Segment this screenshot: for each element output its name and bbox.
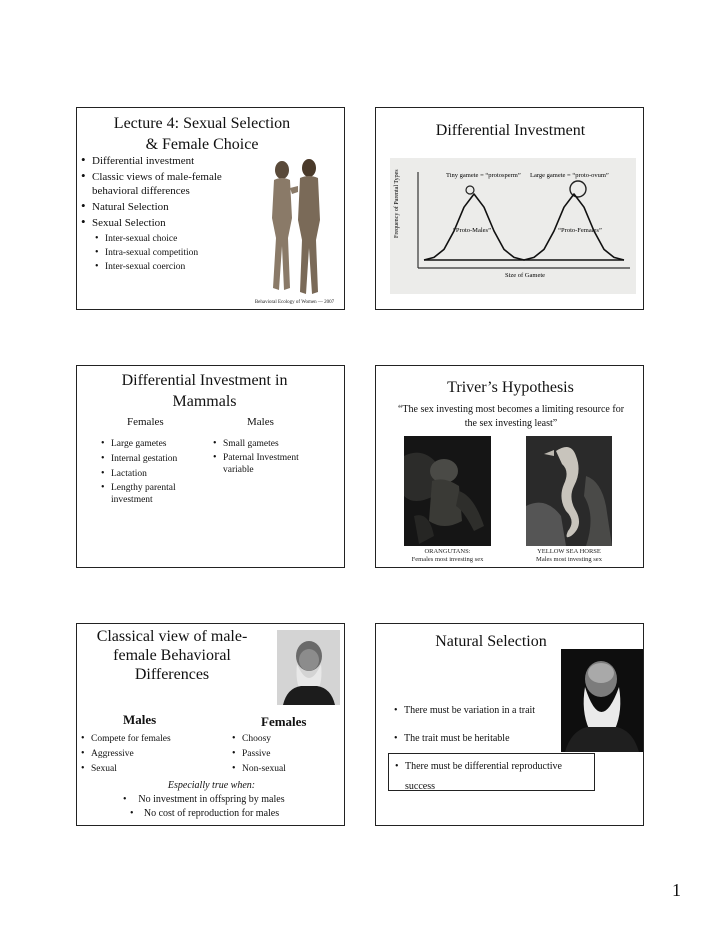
couple-photo xyxy=(252,158,337,298)
slide-2 xyxy=(375,107,644,310)
sub-bullet: • Inter-sexual choice xyxy=(95,232,231,246)
slide-6-title: Natural Selection xyxy=(435,633,547,650)
orangutan-photo xyxy=(404,436,491,546)
col-header-females: Females xyxy=(127,416,164,428)
sub-bullet: • Intra-sexual competition xyxy=(95,246,231,260)
bullet: • The trait must be heritable xyxy=(394,732,594,746)
list-item: • Compete for females xyxy=(81,732,211,746)
slide-3 xyxy=(76,365,345,568)
slide-5-title: Classical view of male-female Behavioral Differences xyxy=(96,628,248,683)
list-item: • Paternal Investment variable xyxy=(213,452,313,476)
annotation-proto-ovum: Large gamete = “proto-ovum” xyxy=(530,172,609,179)
highlight-box xyxy=(388,753,595,791)
slide-1 xyxy=(76,107,345,310)
males-traits xyxy=(81,732,211,776)
slide-6-bullet-2 xyxy=(394,732,594,746)
especially-label: Especially true when: xyxy=(167,780,256,791)
x-axis-label: Size of Gamete xyxy=(504,272,546,279)
list-item: • Non-sexual xyxy=(232,762,342,776)
series-label-proto-males: “Proto-Males” xyxy=(453,227,491,234)
bullet: • There must be variation in a trait xyxy=(394,704,604,718)
slide-4-quote: “The sex investing most becomes a limiting resource for the sex investing least” xyxy=(397,404,625,429)
slide-1-title: Lecture 4: Sexual Selection & Female Choice xyxy=(113,115,291,153)
slide-2-title: Differential Investment xyxy=(435,122,586,139)
slide-4-title: Triver’s Hypothesis xyxy=(447,379,574,396)
large-gamete-circle xyxy=(570,181,586,197)
list-item: • Lengthy parental investment xyxy=(101,482,191,506)
sub-bullet: • Inter-sexual coercion xyxy=(95,260,231,274)
bullet: • Sexual Selection xyxy=(81,216,231,230)
slide-4 xyxy=(375,365,644,568)
slide-3-title: Differential Investment in Mammals xyxy=(121,372,288,410)
list-item: • Choosy xyxy=(232,732,342,746)
bullet: • Natural Selection xyxy=(81,200,231,214)
males-list xyxy=(213,437,313,476)
condition-bullet: • xyxy=(130,808,134,819)
bullet: • There must be differential reproductive success xyxy=(395,757,588,797)
females-traits xyxy=(232,732,342,776)
list-item: • Small gametes xyxy=(213,437,313,451)
y-axis-label: Frequency of Parental Types xyxy=(394,169,400,238)
list-item: • Internal gestation xyxy=(101,452,211,466)
list-item: • Aggressive xyxy=(81,747,211,761)
slide-6-bullets xyxy=(394,704,604,718)
slide-1-bullets xyxy=(81,154,231,274)
annotation-protosperm: Tiny gamete = “protosperm” xyxy=(446,172,521,179)
seahorse-caption-2: Males most investing sex xyxy=(536,556,602,563)
condition-bullet: • xyxy=(123,794,127,805)
small-gamete-circle xyxy=(466,186,474,194)
slide-1-footer: Behavioral Ecology of Women — 2007 xyxy=(254,300,335,305)
orangutan-caption-2: Females most investing sex xyxy=(411,556,484,563)
condition-2: No cost of reproduction for males xyxy=(143,808,280,819)
seahorse-photo xyxy=(526,436,612,546)
condition-1: No investment in offspring by males xyxy=(138,794,285,805)
list-item: • Large gametes xyxy=(101,437,211,451)
gamete-chart xyxy=(390,158,636,294)
males-header: Males xyxy=(123,712,157,727)
females-list xyxy=(101,437,211,506)
bullet: • Classic views of male-female behavioral differences xyxy=(81,170,231,198)
list-item: • Lactation xyxy=(101,467,211,481)
series-label-proto-females: “Proto-Females” xyxy=(558,227,602,234)
slide-6 xyxy=(375,623,644,826)
females-header: Females xyxy=(261,714,307,729)
gamete-chart-svg xyxy=(390,158,636,294)
slide-5 xyxy=(76,623,345,826)
page-number: 1 xyxy=(672,880,681,900)
darwin-portrait xyxy=(277,630,340,705)
list-item: • Passive xyxy=(232,747,342,761)
col-header-males: Males xyxy=(247,416,274,428)
list-item: • Sexual xyxy=(81,762,211,776)
bullet: • Differential investment xyxy=(81,154,231,168)
seahorse-caption-1: YELLOW SEA HORSE xyxy=(537,548,601,555)
orangutan-caption-1: ORANGUTANS: xyxy=(424,548,471,555)
